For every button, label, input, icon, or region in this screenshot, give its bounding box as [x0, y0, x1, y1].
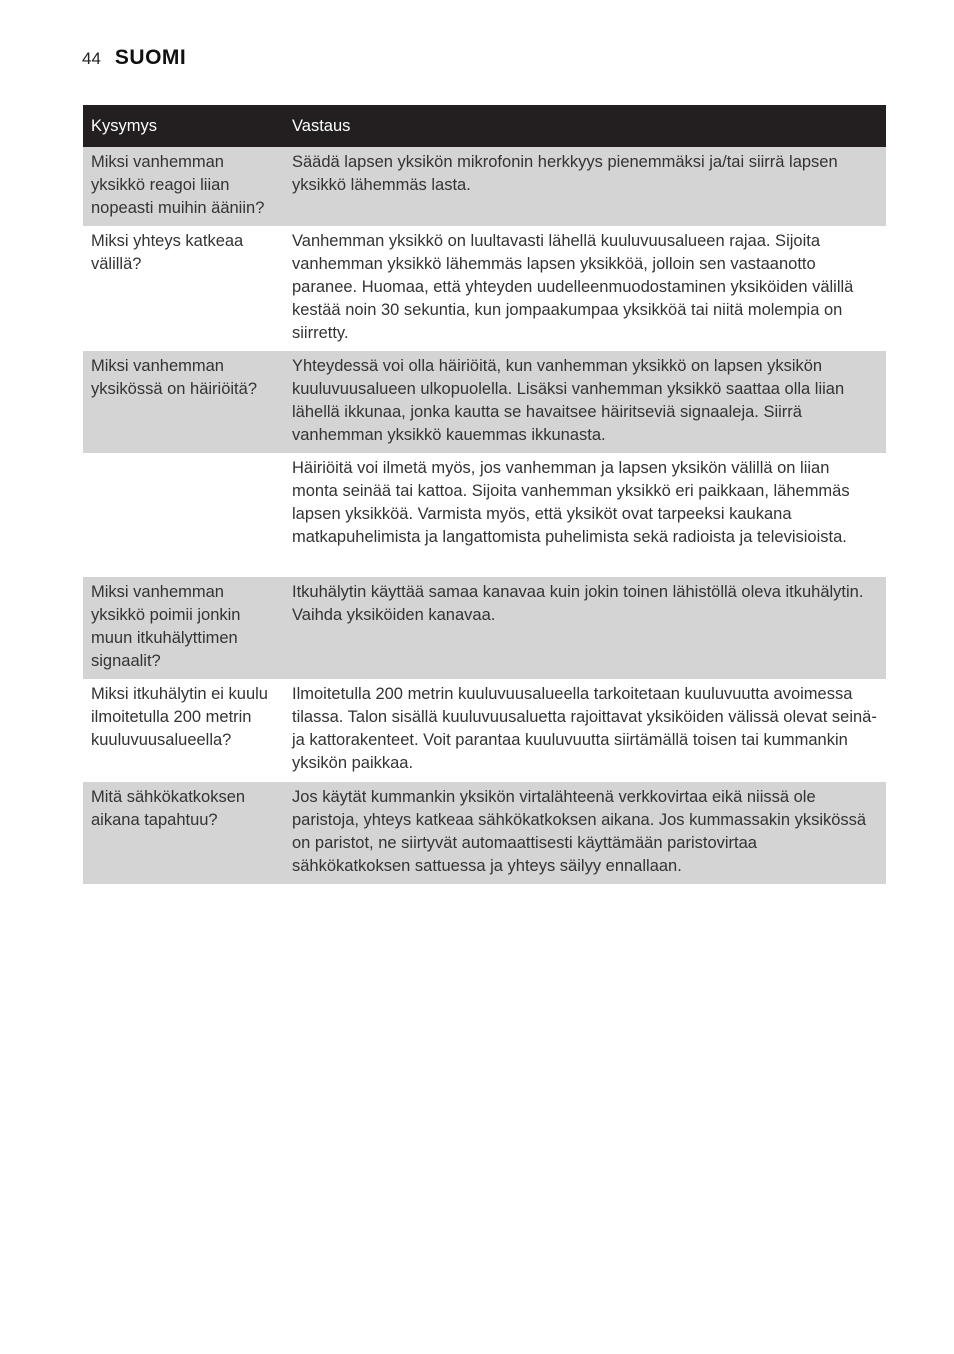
page-header [82, 46, 186, 70]
table-row [83, 147, 886, 226]
answer-cell: Ilmoitetulla 200 metrin kuuluvuusalueella tarkoitetaan kuuluvuutta avoimessa tilassa. Talon sisällä kuuluvuusaluetta rajoittavat yksiköiden välissä olevat seinä- ja kattorakenteet. Voit parantaa kuuluvuutta siirtämällä toisen tai kummankin yksikön paikkaa. [284, 679, 886, 782]
question-cell: Miksi vanhemman yksikkö reagoi liian nopeasti muihin ääniin? [83, 147, 284, 226]
question-cell: Miksi vanhemman yksikössä on häiriöitä? [83, 351, 284, 453]
table-row [83, 453, 886, 577]
answer-cell: Häiriöitä voi ilmetä myös, jos vanhemman ja lapsen yksikön välillä on liian monta seinää tai kattoa. Sijoita vanhemman yksikkö eri paikkaan, lähemmäs lapsen yksikköä. Varmista myös, että yksiköt ovat tarpeeksi kaukana matkapuhelimista ja langattomista puhelimista sekä radioista ja televisioista. [284, 453, 886, 577]
page-number: 44 [82, 49, 101, 68]
answer-cell: Yhteydessä voi olla häiriöitä, kun vanhemman yksikkö on lapsen yksikön kuuluvuusalueen ulkopuolella. Lisäksi vanhemman yksikkö saattaa olla liian lähellä ikkunaa, jonka kautta se havaitsee häiritseviä signaaleja. Siirrä vanhemman yksikkö kauemmas ikkunasta. [284, 351, 886, 453]
table-row [83, 679, 886, 782]
question-cell [83, 453, 284, 577]
question-cell: Miksi yhteys katkeaa välillä? [83, 226, 284, 351]
faq-table [83, 105, 886, 884]
section-title: SUOMI [114, 46, 187, 69]
table-row [83, 782, 886, 884]
column-header-answer: Vastaus [284, 105, 886, 147]
table-row [83, 577, 886, 679]
table-header-row [83, 105, 886, 147]
question-cell: Miksi itkuhälytin ei kuulu ilmoitetulla 200 metrin kuuluvuusalueella? [83, 679, 284, 782]
question-cell: Miksi vanhemman yksikkö poimii jonkin muun itkuhälyttimen signaalit? [83, 577, 284, 679]
answer-cell: Jos käytät kummankin yksikön virtalähteenä verkkovirtaa eikä niissä ole paristoja, yhteys katkeaa sähkökatkoksen aikana. Jos kummassakin yksikössä on paristot, ne siirtyvät automaattisesti käyttämään paristovirtaa sähkökatkoksen sattuessa ja yhteys säilyy ennallaan. [284, 782, 886, 884]
question-cell: Mitä sähkökatkoksen aikana tapahtuu? [83, 782, 284, 884]
table-row [83, 226, 886, 351]
answer-cell: Itkuhälytin käyttää samaa kanavaa kuin jokin toinen lähistöllä oleva itkuhälytin. Vaihda yksiköiden kanavaa. [284, 577, 886, 679]
answer-cell: Säädä lapsen yksikön mikrofonin herkkyys pienemmäksi ja/tai siirrä lapsen yksikkö lähemmäs lasta. [284, 147, 886, 226]
table-row [83, 351, 886, 453]
column-header-question: Kysymys [83, 105, 284, 147]
answer-cell: Vanhemman yksikkö on luultavasti lähellä kuuluvuusalueen rajaa. Sijoita vanhemman yksikkö lähemmäs lapsen yksikköä, jolloin sen vastaanotto paranee. Huomaa, että yhteyden uudelleenmuodostaminen yksiköiden välillä kestää noin 30 sekuntia, kun jompaakumpaa yksikköä tai niitä molempia on siirretty. [284, 226, 886, 351]
